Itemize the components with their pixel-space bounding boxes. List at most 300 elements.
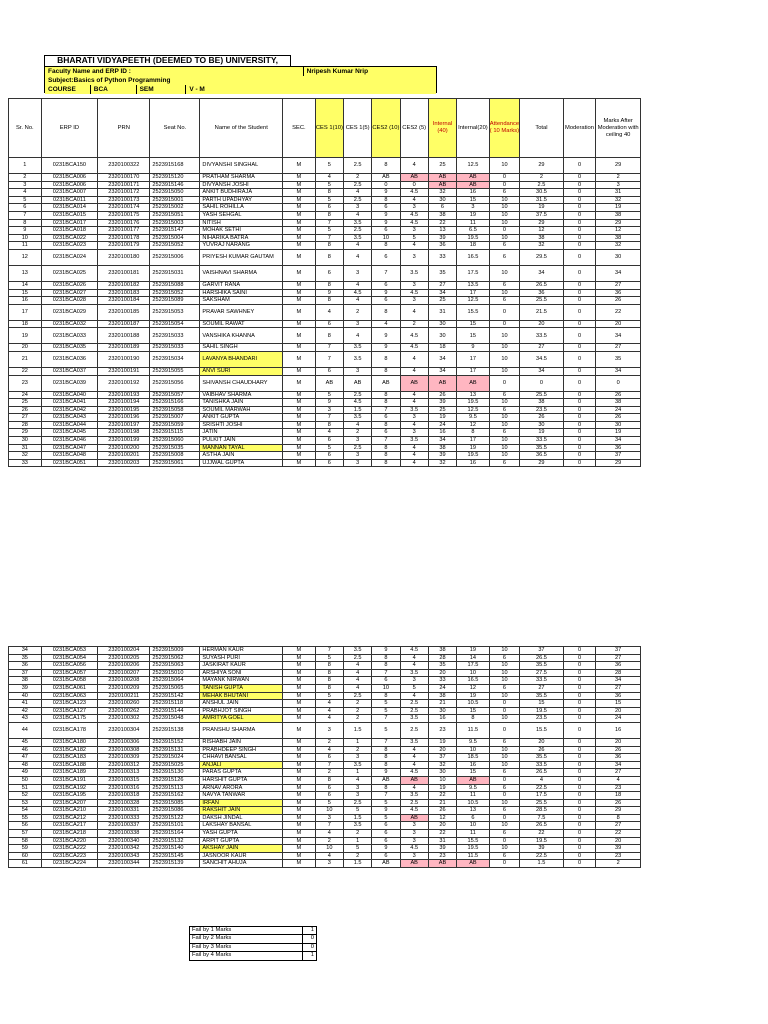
table-cell: 3 [343, 437, 371, 445]
table-cell: 2523915166 [150, 399, 200, 407]
table-cell: 59 [9, 845, 42, 853]
table-cell: 0 [520, 375, 564, 391]
table-cell: 0231BCA058 [41, 677, 98, 685]
table-cell: DIVYANSH JOSHI [200, 181, 283, 189]
table-cell: PRATHAM SHARMA [200, 174, 283, 182]
table-cell: 19 [428, 738, 456, 746]
table-cell: 0231BCA032 [41, 320, 98, 328]
table-cell: 26 [428, 391, 456, 399]
table-cell: 38 [520, 234, 564, 242]
table-cell: M [283, 684, 316, 692]
table-cell: 32 [428, 189, 456, 197]
table-cell: 2523915060 [150, 437, 200, 445]
table-row [9, 799, 641, 807]
table-cell: 0 [563, 722, 596, 738]
table-cell: 32 [596, 242, 641, 250]
table-cell: 32 [520, 242, 564, 250]
table-cell: 10.5 [457, 700, 490, 708]
table-cell: 16 [457, 189, 490, 197]
table-cell: 3 [343, 204, 371, 212]
table-cell: 19 [596, 429, 641, 437]
table-cell: AKSHAY JAIN [200, 845, 283, 853]
table-cell: 6 [372, 249, 400, 265]
table-cell: 2523915162 [150, 792, 200, 800]
table-cell: 43 [9, 715, 42, 723]
table-cell: 35 [428, 265, 456, 281]
table-cell: UJJWAL GUPTA [200, 459, 283, 467]
table-cell: 51 [9, 784, 42, 792]
table-cell: 17 [457, 437, 490, 445]
table-cell: 5 [400, 234, 428, 242]
table-cell: 2320100328 [98, 799, 150, 807]
table-cell: 14 [9, 281, 42, 289]
table-cell: 9 [372, 219, 400, 227]
table-cell: LAVANYA BHANDARI [200, 351, 283, 367]
table-cell: 0 [563, 769, 596, 777]
table-cell: 10 [315, 807, 343, 815]
table-cell: 6 [372, 837, 400, 845]
table-cell: 0 [563, 437, 596, 445]
university-title: BHARATI VIDYAPEETH (DEEMED TO BE) UNIVERSITY, [44, 55, 291, 66]
table-row [9, 807, 641, 815]
table-cell: 2.5 [400, 707, 428, 715]
fail-count: 0 [303, 935, 317, 943]
table-cell: 4 [343, 189, 371, 197]
table-cell: 21 [9, 351, 42, 367]
table-cell: 4 [315, 715, 343, 723]
table-cell: 2523915088 [150, 281, 200, 289]
table-cell: MEHAK BHUTANI [200, 692, 283, 700]
table-cell: 2523915126 [150, 776, 200, 784]
table-cell: 7 [9, 211, 42, 219]
table-cell: 0231BCA033 [41, 328, 98, 344]
table-cell: 2320100181 [98, 265, 150, 281]
table-cell: 9 [372, 328, 400, 344]
table-cell: 3.5 [400, 669, 428, 677]
table-cell: 0 [563, 375, 596, 391]
table-cell: 55 [9, 814, 42, 822]
table-cell: 2523915130 [150, 769, 200, 777]
table-cell: 61 [9, 860, 42, 868]
table-cell: 2 [315, 769, 343, 777]
table-cell: 10 [489, 452, 519, 460]
table-cell: 3 [315, 722, 343, 738]
table-cell: 25 [428, 406, 456, 414]
table-cell: 1.5 [343, 860, 371, 868]
table-cell: 2320100260 [98, 700, 150, 708]
table-cell: 4 [400, 391, 428, 399]
marks-table-page2 [8, 646, 641, 868]
table-cell: AB [400, 814, 428, 822]
table-cell: 30 [428, 707, 456, 715]
table-cell: 2320100170 [98, 174, 150, 182]
table-cell: 2523915004 [150, 234, 200, 242]
table-cell: 6 [372, 297, 400, 305]
table-cell: 18 [428, 344, 456, 352]
table-row [9, 677, 641, 685]
table-cell: 0 [489, 814, 519, 822]
table-cell: 37 [596, 647, 641, 655]
table-cell: 0 [563, 328, 596, 344]
table-cell: 34 [428, 437, 456, 445]
table-cell: 2523915034 [150, 351, 200, 367]
table-cell: 4 [343, 677, 371, 685]
table-cell: M [283, 158, 316, 174]
table-cell: 15 [457, 769, 490, 777]
table-cell: M [283, 189, 316, 197]
table-cell: 4 [343, 242, 371, 250]
table-cell: 2523915063 [150, 662, 200, 670]
table-cell: 9 [9, 227, 42, 235]
table-cell: 0 [489, 837, 519, 845]
table-cell: SUYASH PURI [200, 654, 283, 662]
table-cell: 4 [315, 830, 343, 838]
table-cell: 2320100207 [98, 669, 150, 677]
table-cell: 2.5 [343, 196, 371, 204]
table-cell: 24 [428, 421, 456, 429]
table-row [9, 738, 641, 746]
table-cell: YASH GUPTA [200, 830, 283, 838]
table-cell: M [283, 242, 316, 250]
table-cell: 26 [428, 807, 456, 815]
table-cell: 0231BCA175 [41, 715, 98, 723]
table-cell: 0231BCA037 [41, 367, 98, 375]
table-cell: 0 [563, 792, 596, 800]
table-cell: NITISH [200, 219, 283, 227]
table-cell: 38 [428, 692, 456, 700]
table-cell: 29 [596, 219, 641, 227]
table-cell: 16.5 [457, 677, 490, 685]
table-cell: M [283, 830, 316, 838]
table-cell: 0 [563, 181, 596, 189]
table-cell: 4 [400, 761, 428, 769]
table-cell: 8 [457, 715, 490, 723]
faculty-name: Nripesh Kumar Nrip [306, 68, 369, 75]
table-cell: 2523915168 [150, 158, 200, 174]
table-cell: 6 [489, 769, 519, 777]
table-cell: 0 [563, 320, 596, 328]
table-cell: 2320100195 [98, 406, 150, 414]
table-cell: 0 [563, 700, 596, 708]
table-row [9, 242, 641, 250]
table-row [9, 437, 641, 445]
table-cell: 0 [563, 459, 596, 467]
table-row [9, 367, 641, 375]
table-cell: 0 [563, 196, 596, 204]
table-cell: 2 [596, 174, 641, 182]
table-cell: 2.5 [343, 692, 371, 700]
table-cell: 4 [315, 429, 343, 437]
table-cell: 4 [9, 189, 42, 197]
table-cell: 6 [372, 677, 400, 685]
table-cell: 33.5 [520, 437, 564, 445]
table-cell: 2523915050 [150, 189, 200, 197]
column-header: CES2 (10) [372, 99, 400, 158]
table-cell: 4.5 [400, 807, 428, 815]
table-cell: 20 [428, 669, 456, 677]
table-cell: 28 [9, 421, 42, 429]
table-cell: 2320100211 [98, 692, 150, 700]
table-cell: 4 [596, 776, 641, 784]
table-cell: 4 [400, 459, 428, 467]
table-cell: 3 [400, 414, 428, 422]
table-cell: 0 [563, 189, 596, 197]
table-cell: 0231BCA043 [41, 414, 98, 422]
table-cell: 10 [489, 647, 519, 655]
table-cell: 2320100176 [98, 219, 150, 227]
table-cell: 0231BCA063 [41, 692, 98, 700]
table-cell: M [283, 304, 316, 320]
table-cell: 7 [315, 414, 343, 422]
table-cell: 0 [563, 297, 596, 305]
table-cell: 26.5 [520, 281, 564, 289]
table-cell: 10 [489, 367, 519, 375]
table-cell: 4.5 [400, 189, 428, 197]
table-cell: 6 [372, 429, 400, 437]
table-cell: AB [372, 860, 400, 868]
table-cell: M [283, 799, 316, 807]
table-cell: 8 [315, 677, 343, 685]
table-cell: 7 [372, 669, 400, 677]
table-cell: 27 [596, 822, 641, 830]
table-cell: 33.5 [520, 328, 564, 344]
table-cell: 1.5 [343, 814, 371, 822]
table-cell: 20 [9, 344, 42, 352]
table-cell: 0231BCA006 [41, 181, 98, 189]
table-cell: 13 [428, 227, 456, 235]
table-cell: 16 [9, 297, 42, 305]
table-cell: 10 [489, 219, 519, 227]
table-cell: 34 [596, 328, 641, 344]
table-cell: 0 [563, 289, 596, 297]
table-cell: 13 [457, 391, 490, 399]
table-cell: 3 [400, 281, 428, 289]
table-cell: AB [372, 776, 400, 784]
table-cell: 0 [563, 158, 596, 174]
table-cell: 3.5 [400, 406, 428, 414]
table-cell: 0 [596, 375, 641, 391]
table-cell: 24 [596, 406, 641, 414]
table-cell: 0231BCA041 [41, 399, 98, 407]
table-cell: 2320100200 [98, 444, 150, 452]
table-row [9, 814, 641, 822]
table-cell: 10 [489, 234, 519, 242]
table-cell: 6 [315, 320, 343, 328]
table-cell: M [283, 196, 316, 204]
table-cell: 38 [596, 399, 641, 407]
table-cell: M [283, 234, 316, 242]
table-cell: M [283, 746, 316, 754]
table-cell: 18 [596, 792, 641, 800]
table-cell: M [283, 289, 316, 297]
table-cell: 6 [315, 367, 343, 375]
table-cell: 2320100188 [98, 328, 150, 344]
table-cell: 0231BCA053 [41, 647, 98, 655]
table-cell: M [283, 399, 316, 407]
table-cell: 4 [400, 692, 428, 700]
table-cell: 4.5 [400, 219, 428, 227]
table-cell: 3 [343, 367, 371, 375]
table-row [9, 746, 641, 754]
table-cell: 0 [563, 452, 596, 460]
table-cell: 39 [428, 399, 456, 407]
table-cell: 2523915024 [150, 754, 200, 762]
table-cell: 25 [428, 297, 456, 305]
table-cell: 2320100205 [98, 654, 150, 662]
table-cell: 21 [428, 700, 456, 708]
table-cell: 2523915055 [150, 367, 200, 375]
table-cell: 36 [596, 289, 641, 297]
table-cell: YASH SEHGAL [200, 211, 283, 219]
table-cell: 30.5 [520, 189, 564, 197]
table-cell: JASKIRAT KAUR [200, 662, 283, 670]
table-cell: 0 [489, 700, 519, 708]
table-cell: 8 [315, 421, 343, 429]
table-cell: 2320100193 [98, 391, 150, 399]
table-cell: 5 [372, 722, 400, 738]
table-cell: 7 [315, 344, 343, 352]
column-header: Sr. No. [9, 99, 42, 158]
table-cell: 10 [489, 421, 519, 429]
table-cell: 8 [372, 196, 400, 204]
table-cell: 0231BCA220 [41, 837, 98, 845]
table-cell: 33 [9, 459, 42, 467]
table-cell: 29 [9, 429, 42, 437]
table-cell: 10 [457, 669, 490, 677]
table-cell: 3 [400, 837, 428, 845]
table-cell: 35.5 [520, 692, 564, 700]
table-row [9, 830, 641, 838]
table-cell: M [283, 281, 316, 289]
table-cell: PULKIT JAIN [200, 437, 283, 445]
table-cell: 3 [457, 204, 490, 212]
table-row [9, 845, 641, 853]
table-cell: 2320100174 [98, 204, 150, 212]
column-header: CES 1(10) [315, 99, 343, 158]
table-cell: 21.5 [520, 304, 564, 320]
table-cell: 2523915031 [150, 265, 200, 281]
table-cell: 8 [372, 452, 400, 460]
table-cell: 15 [596, 700, 641, 708]
table-cell: 23.5 [520, 406, 564, 414]
table-cell: 2320100304 [98, 722, 150, 738]
table-cell: 0231BCA123 [41, 700, 98, 708]
table-cell: 58 [9, 837, 42, 845]
table-cell: 0 [563, 807, 596, 815]
table-cell: 11 [457, 792, 490, 800]
table-cell: 26 [520, 746, 564, 754]
table-cell: 0 [563, 351, 596, 367]
table-cell: IRFAN [200, 799, 283, 807]
table-cell: 8 [372, 746, 400, 754]
table-cell: 8 [372, 367, 400, 375]
table-cell: 2320100344 [98, 860, 150, 868]
table-cell: M [283, 784, 316, 792]
table-cell: 8 [372, 654, 400, 662]
table-cell: 15 [9, 289, 42, 297]
table-cell: 8 [372, 351, 400, 367]
table-cell: 2523915061 [150, 459, 200, 467]
table-cell: 24 [428, 684, 456, 692]
table-cell: 3 [400, 822, 428, 830]
table-cell: LAKSHAY BANSAL [200, 822, 283, 830]
table-cell: 0231BCA150 [41, 158, 98, 174]
table-cell: 0231BCA191 [41, 776, 98, 784]
table-cell: 33 [428, 677, 456, 685]
table-cell: 4 [315, 852, 343, 860]
table-cell: 15 [457, 196, 490, 204]
table-cell: 0231BCA217 [41, 822, 98, 830]
table-cell: 10 [489, 761, 519, 769]
table-cell: 5 [343, 845, 371, 853]
table-cell: 4 [400, 421, 428, 429]
table-cell: 41 [9, 700, 42, 708]
table-cell: 10 [489, 204, 519, 212]
table-cell: 4.5 [400, 289, 428, 297]
table-cell: 4 [343, 684, 371, 692]
table-cell: 7 [315, 761, 343, 769]
table-cell: 8 [315, 328, 343, 344]
table-cell: 0231BCA035 [41, 344, 98, 352]
table-cell: 4 [400, 399, 428, 407]
table-cell: 0 [563, 662, 596, 670]
table-cell: 16 [457, 459, 490, 467]
table-cell: 2523915086 [150, 807, 200, 815]
table-cell: 0 [563, 211, 596, 219]
table-cell: 26 [596, 391, 641, 399]
table-cell: M [283, 669, 316, 677]
table-cell: M [283, 375, 316, 391]
table-cell: M [283, 715, 316, 723]
table-cell: 7 [372, 715, 400, 723]
table-cell: 12 [457, 421, 490, 429]
table-cell: 28 [596, 669, 641, 677]
table-cell: 2523915118 [150, 700, 200, 708]
table-cell: 4 [400, 444, 428, 452]
table-cell: 0231BCA212 [41, 814, 98, 822]
table-cell: 0 [563, 837, 596, 845]
table-cell: 13 [457, 807, 490, 815]
table-cell: 35 [596, 351, 641, 367]
table-cell: TANISHKA JAIN [200, 399, 283, 407]
table-cell: 6 [372, 227, 400, 235]
table-cell: 8 [372, 444, 400, 452]
table-cell: 35 [9, 654, 42, 662]
table-row [9, 444, 641, 452]
table-cell: 10 [489, 746, 519, 754]
table-cell: 8 [315, 297, 343, 305]
table-cell: 2320100192 [98, 375, 150, 391]
table-cell: 22 [428, 830, 456, 838]
table-cell: RISHABH JAIN [200, 738, 283, 746]
table-cell: 2320100189 [98, 344, 150, 352]
table-cell: M [283, 328, 316, 344]
table-cell: 9 [372, 189, 400, 197]
table-cell: 20 [596, 320, 641, 328]
table-cell: 17 [457, 367, 490, 375]
table-cell: 39 [9, 684, 42, 692]
table-cell: 2523915089 [150, 297, 200, 305]
table-cell: AB [457, 174, 490, 182]
table-cell: 38 [428, 211, 456, 219]
table-cell: 0231BCA046 [41, 437, 98, 445]
table-cell: ANKIT GUPTA [200, 414, 283, 422]
table-cell: 2320100209 [98, 684, 150, 692]
table-cell: 2523915033 [150, 328, 200, 344]
table-cell: SANCHIT AHUJA [200, 860, 283, 868]
table-cell: 10 [489, 414, 519, 422]
table-row [9, 776, 641, 784]
